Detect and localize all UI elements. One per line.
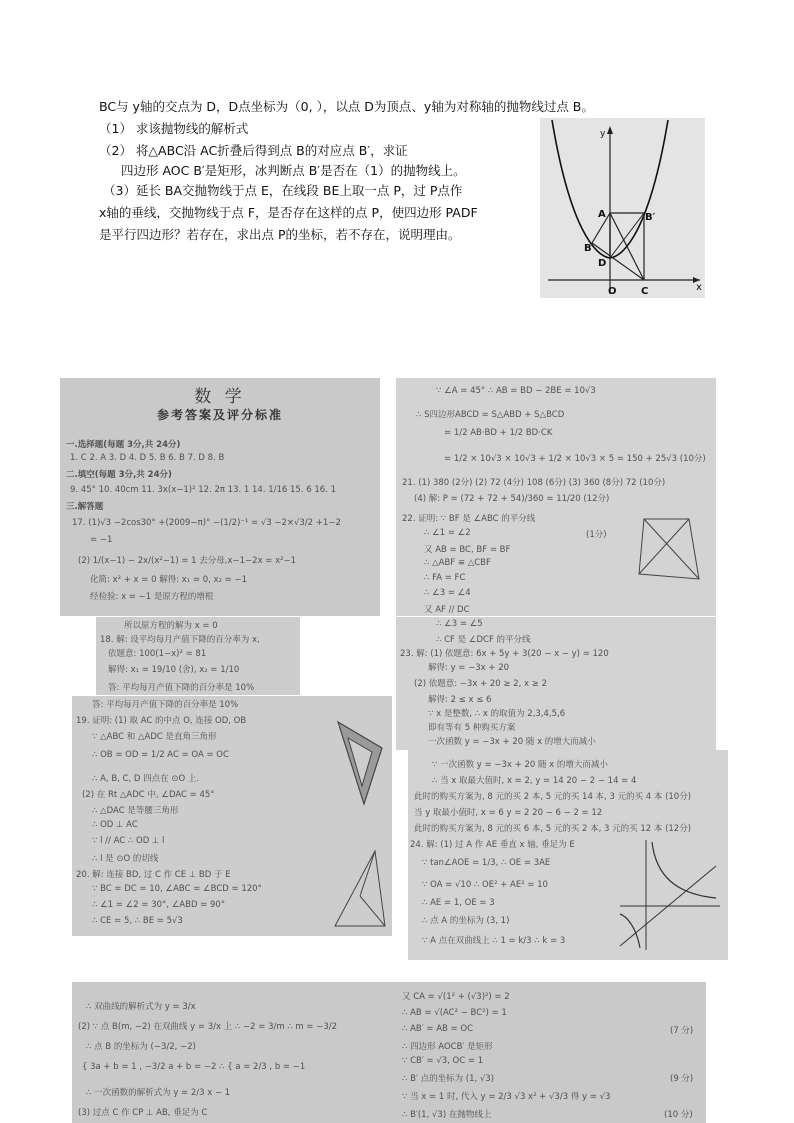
scan2-line-12: ∴ ∠3 = ∠4 xyxy=(424,588,471,598)
scan5-quad-diagram xyxy=(330,846,390,931)
scan5-line-8: ∵ l // AC ∴ OD ⊥ l xyxy=(92,836,165,846)
scan2-line-5: 21. (1) 380 (2分) (2) 72 (4分) 108 (6分) (3) 360 (8分) 72 (10分) xyxy=(402,478,666,488)
scan5-line-3: ∴ OB = OD = 1/2 AC = OA = OC xyxy=(92,750,229,760)
scan3-line-3: 解得: x₁ = 19/10 (舍), x₂ = 1/10 xyxy=(108,665,240,675)
parabola-diagram xyxy=(540,118,705,298)
scan7-right-line-2: ∴ AB = √(AC² − BC²) = 1 xyxy=(402,1008,507,1018)
question-3a: （3）延长 BA交抛物线于点 E，在线段 BE上取一点 P，过 P点作 xyxy=(103,183,463,198)
scan-line-17b: = −1 xyxy=(90,535,113,545)
scan5-line-7: ∴ OD ⊥ AC xyxy=(92,820,138,830)
scan7-points-7: (7 分) xyxy=(670,1026,694,1036)
scan2-line-9: 又 AB = BC, BF = BF xyxy=(424,545,511,555)
scan4-line-6: 解得: 2 ≤ x ≤ 6 xyxy=(428,695,492,705)
scan6-line-3: 此时的购买方案为, 8 元的买 2 本, 5 元的买 14 本, 3 元的买 4 本 (10分) xyxy=(414,792,692,802)
scan2-line-2: ∴ S四边形ABCD = S△ABD + S△BCD xyxy=(416,410,565,420)
scan-subtitle: 参考答案及评分标准 xyxy=(156,408,283,422)
scan6-line-11: ∵ A 点在双曲线上 ∴ 1 = k/3 ∴ k = 3 xyxy=(422,936,566,946)
scan2-quad-diagram xyxy=(634,514,704,584)
scan7-right-line-7: ∵ 当 x = 1 时, 代入 y = 2/3 √3 x² + √3/3 得 y = √3 xyxy=(402,1092,611,1102)
scan7-points-10: (10 分) xyxy=(664,1110,693,1120)
scan7-right-line-4: ∴ 四边形 AOCB′ 是矩形 xyxy=(402,1042,493,1052)
scan5-line-5: (2) 在 Rt △ADC 中, ∠DAC = 45° xyxy=(82,790,215,800)
question-2a: （2） 将△ABC沿 AC折叠后得到点 B的对应点 B′，求证 xyxy=(99,143,408,158)
question-2b: 四边形 AOC B′是矩形，冰判断点 B′是否在（1）的抛物线上。 xyxy=(121,163,466,178)
scan4-line-8: 即有等有 5 种购买方案 xyxy=(428,723,516,733)
scan-line-17e: 经检验: x = −1 是原方程的增根 xyxy=(90,592,214,602)
scan7-line-5: ∴ 一次函数的解析式为 y = 2/3 x − 1 xyxy=(86,1088,231,1098)
scan6-line-10: ∴ 点 A 的坐标为 (3, 1) xyxy=(422,916,510,926)
label-a: A xyxy=(598,209,606,220)
label-c: C xyxy=(641,286,649,297)
scan5-line-2: ∵ △ABC 和 △ADC 是直角三角形 xyxy=(92,732,217,742)
scan4-line-3: 23. 解: (1) 依题意: 6x + 5y + 3(20 − x − y) = 120 xyxy=(400,649,609,659)
scan5-line-11: ∵ BC = DC = 10, ∠ABC = ∠BCD = 120° xyxy=(92,884,262,894)
label-d: D xyxy=(598,258,607,269)
scan4-line-4: 解得: y = −3x + 20 xyxy=(428,663,510,673)
scan7-right-line-3: ∴ AB′ = AB = OC xyxy=(402,1024,474,1034)
scan7-line-3: ∴ 点 B 的坐标为 (−3/2, −2) xyxy=(86,1042,196,1052)
scan5-line-1: 19. 证明: (1) 取 AC 的中点 O, 连接 OD, OB xyxy=(76,716,247,726)
scan5-line-10: 20. 解: 连接 BD, 过 C 作 CE ⊥ BD 于 E xyxy=(76,870,231,880)
scan-title: 数 学 xyxy=(194,387,246,407)
scan7-right-line-6: ∴ B′ 点的坐标为 (1, √3) xyxy=(402,1074,495,1084)
scan6-line-7: ∵ tan∠AOE = 1/3, ∴ OE = 3AE xyxy=(422,858,551,868)
scan7-right-line-1: 又 CA = √(1² + (√3)²) = 2 xyxy=(402,992,510,1002)
scan-answer-key-page-4 xyxy=(396,617,716,750)
scan2-line-10: ∴ △ABF ≌ △CBF xyxy=(424,558,491,568)
scan5-line-6: ∴ △DAC 是等腰三角形 xyxy=(92,806,179,816)
scan7-right-line-8: ∴ B′(1, √3) 在抛物线上 xyxy=(402,1110,492,1120)
scan2-line-11: ∴ FA = FC xyxy=(424,573,466,583)
scan5-line-12: ∴ ∠1 = ∠2 = 30°, ∠ABD = 90° xyxy=(92,900,226,910)
parabola-figure xyxy=(540,118,705,298)
scan-line-17c: (2) 1/(x−1) − 2x/(x²−1) = 1 去分母,x−1−2x = x²−1 xyxy=(78,556,297,566)
scan5-triangle-ruler xyxy=(334,718,388,808)
scan-answers-1: 1. C 2. A 3. D 4. D 5. B 6. B 7. D 8. B xyxy=(70,453,225,463)
scan6-line-4: 当 y 取最小值时, x = 6 y = 2 20 − 6 − 2 = 12 xyxy=(414,808,603,818)
question-3b: x轴的垂线，交抛物线于点 F，是否存在这样的点 P，使四边形 PADF xyxy=(99,205,478,220)
scan2-line-13: 又 AF // DC xyxy=(424,605,470,615)
scan2-line-4: = 1/2 × 10√3 × 10√3 + 1/2 × 10√3 × 5 = 150 + 25√3 (10分) xyxy=(444,454,706,464)
scan5-line-9: ∴ l 是 ⊙O 的切线 xyxy=(92,854,159,864)
scan-answer-key-page-1 xyxy=(60,378,380,616)
scan4-line-1: ∴ ∠3 = ∠5 xyxy=(436,619,483,629)
scan5-line-0: 答: 平均每月产值下降的百分率是 10% xyxy=(92,700,239,710)
scan-section-3: 三.解答题 xyxy=(66,502,104,512)
scan-answer-key-page-2 xyxy=(396,378,716,616)
scan6-line-5: 此时的购买方案为, 8 元的买 6 本, 5 元的买 2 本, 3 元的买 12 本 (12分) xyxy=(414,824,692,834)
scan2-line-8: ∴ ∠1 = ∠2 xyxy=(424,528,471,538)
question-1: （1） 求该抛物线的解析式 xyxy=(99,121,249,136)
scan-section-2: 二.填空(每题 3分,共 24分) xyxy=(66,470,172,480)
scan-answer-key-page-3 xyxy=(96,617,300,695)
scan7-line-6: (3) 过点 C 作 CP ⊥ AB, 垂足为 C xyxy=(78,1108,208,1118)
scan-answers-2: 9. 45° 10. 40cm 11. 3x(x−1)² 12. 2π 13. 1 14. 1/16 15. 6 16. 1 xyxy=(70,485,336,495)
scan-answer-key-page-6 xyxy=(408,750,728,960)
scan-line-17: 17. (1)√3 −2cos30° +(2009−π)° −(1/2)⁻¹ = √3 −2×√3/2 +1−2 xyxy=(72,518,341,528)
scan6-line-9: ∴ AE = 1, OE = 3 xyxy=(422,898,495,908)
scan6-hyperbola-diagram xyxy=(616,836,724,954)
scan3-line-0: 所以原方程的解为 x = 0 xyxy=(124,621,218,631)
scan3-line-2: 依题意: 100(1−x)² = 81 xyxy=(108,649,207,659)
scan2-line-3: = 1/2 AB·BD + 1/2 BD·CK xyxy=(444,428,553,438)
scan6-line-2: ∴ 当 x 取最大值时, x = 2, y = 14 20 − 2 − 14 = 4 xyxy=(432,776,637,786)
scan7-line-2: (2) ∵ 点 B(m, −2) 在双曲线 y = 3/x 上 ∴ −2 = 3/m ∴ m = −3/2 xyxy=(78,1022,338,1032)
scan7-right-line-5: ∵ CB′ = √3, OC = 1 xyxy=(402,1056,484,1066)
scan-line-17d: 化简: x² + x = 0 解得: x₁ = 0, x₂ = −1 xyxy=(90,575,248,585)
scan4-line-2: ∴ CF 是 ∠DCF 的平分线 xyxy=(436,635,531,645)
scan7-line-4: { 3a + b = 1 , −3/2 a + b = −2 ∴ { a = 2/3 , b = −1 xyxy=(82,1062,306,1072)
scan-answer-key-page-7 xyxy=(72,982,706,1123)
scan-answer-key-page-5 xyxy=(72,696,392,936)
scan2-points: (1分) xyxy=(586,530,607,540)
scan-section-1: 一.选择题(每题 3分,共 24分) xyxy=(66,440,181,450)
scan5-line-4: ∴ A, B, C, D 四点在 ⊙O 上. xyxy=(92,774,200,784)
question-3c: 是平行四边形？若存在，求出点 P的坐标，若不存在，说明理由。 xyxy=(99,227,461,242)
scan7-line-1: ∴ 双曲线的解析式为 y = 3/x xyxy=(86,1002,196,1012)
scan3-line-4: 答: 平均每月产值下降的百分率是 10% xyxy=(108,683,255,693)
scan3-line-1: 18. 解: 设平均每月产值下降的百分率为 x, xyxy=(100,635,260,645)
scan7-points-9: (9 分) xyxy=(670,1074,694,1084)
problem-line-1: BC与 y轴的交点为 D，D点坐标为（0, ），以点 D为顶点、y轴为对称轴的抛物线过点 B。 xyxy=(99,99,594,114)
scan2-line-7: 22. 证明: ∵ BF 是 ∠ABC 的平分线 xyxy=(402,514,536,524)
label-b: B xyxy=(584,243,592,254)
scan4-line-7: ∵ x 是整数, ∴ x 的取值为 2,3,4,5,6 xyxy=(428,709,566,719)
label-y: y xyxy=(600,129,606,139)
scan2-line-6: (4) 解: P = (72 + 72 + 54)/360 = 11/20 (12分) xyxy=(414,494,610,504)
scan4-line-5: (2) 依题意: −3x + 20 ≥ 2, x ≥ 2 xyxy=(414,679,548,689)
label-b-prime: B′ xyxy=(645,212,656,223)
label-o: O xyxy=(608,286,617,297)
scan4-line-9: 一次函数 y = −3x + 20 随 x 的增大而减小 xyxy=(428,737,596,747)
scan6-line-8: ∵ OA = √10 ∴ OE² + AE² = 10 xyxy=(422,880,548,890)
scan2-line-1: ∵ ∠A = 45° ∴ AB = BD − 2BE = 10√3 xyxy=(436,386,596,396)
scan5-line-13: ∴ CE = 5, ∴ BE = 5√3 xyxy=(92,916,183,926)
scan6-line-6: 24. 解: (1) 过 A 作 AE 垂直 x 轴, 垂足为 E xyxy=(410,840,575,850)
scan6-line-1: ∵ 一次函数 y = −3x + 20 随 x 的增大而减小 xyxy=(432,760,608,770)
label-x: x xyxy=(696,282,702,293)
